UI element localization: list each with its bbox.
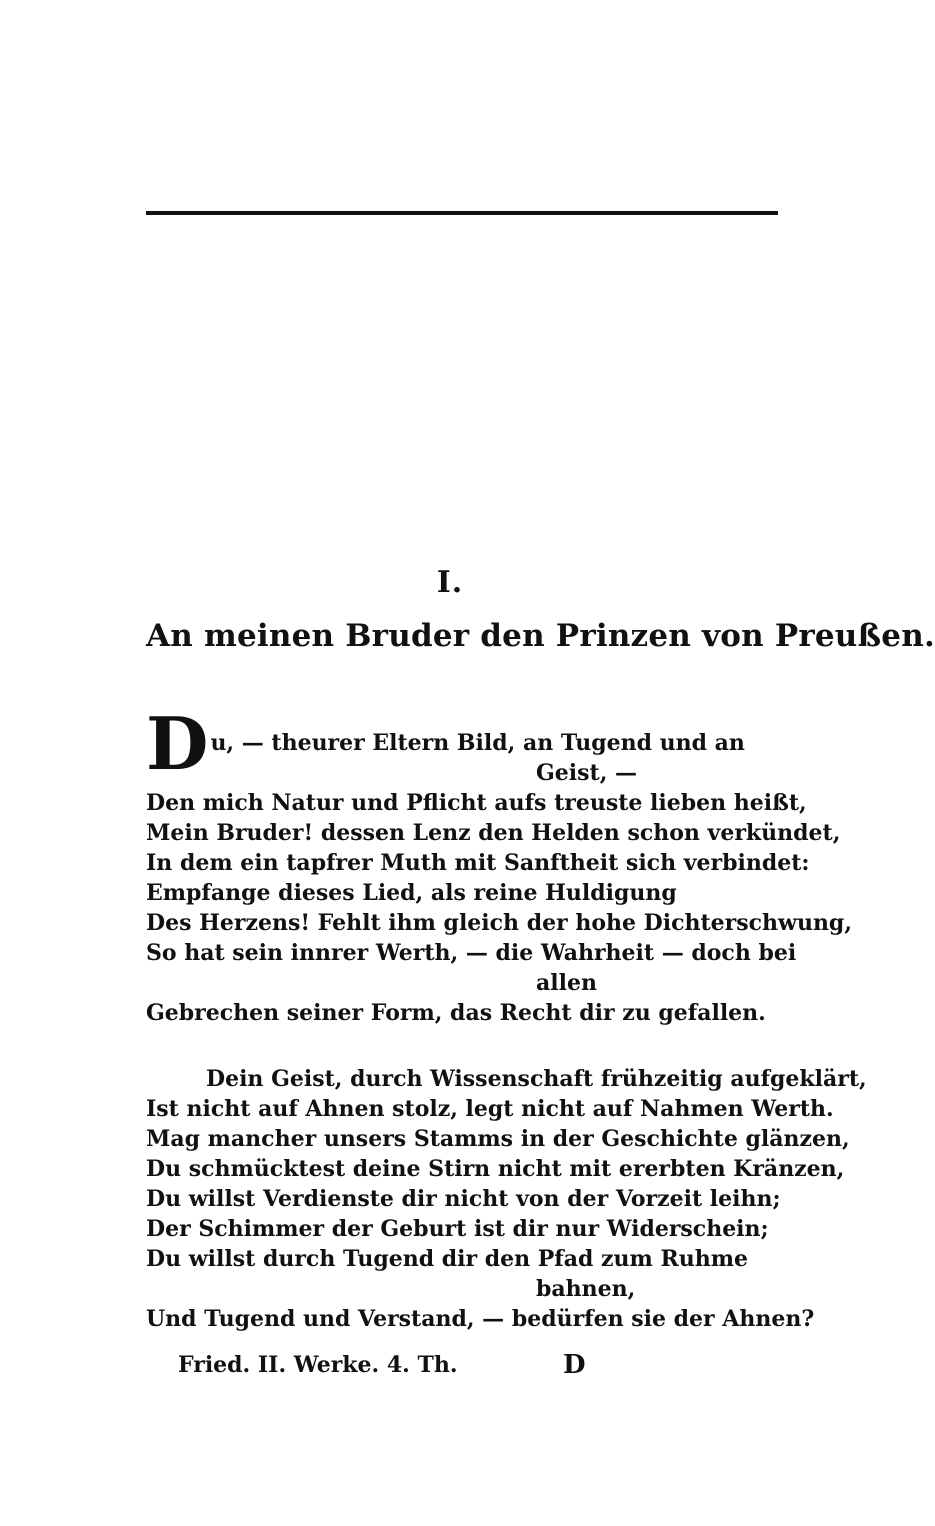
verse-line: Und Tugend und Verstand, — bedürfen sie der Ahnen?	[146, 1306, 815, 1332]
stanza-1	[146, 701, 852, 1028]
verse-line: Ist nicht auf Ahnen stolz, legt nicht auf Nahmen Werth.	[146, 1096, 834, 1122]
verse-line: Du schmücktest deine Stirn nicht mit ererbten Kränzen,	[146, 1156, 845, 1182]
verse-line: allen	[536, 970, 597, 996]
verse-line: In dem ein tapfrer Muth mit Sanftheit sich verbindet:	[146, 850, 810, 876]
poem-number: I.	[436, 565, 464, 600]
poem-title: An meinen Bruder den Prinzen von Preußen.	[146, 618, 935, 654]
drop-cap: D	[146, 701, 209, 786]
stanza-2	[146, 1064, 867, 1334]
verse-line: Empfange dieses Lied, als reine Huldigung	[146, 880, 677, 906]
verse-line: bahnen,	[536, 1276, 636, 1302]
verse-line: Den mich Natur und Pflicht aufs treuste lieben heißt,	[146, 790, 807, 816]
source-note: Fried. II. Werke. 4. Th.	[178, 1352, 458, 1378]
header-rule	[146, 211, 778, 215]
first-line-text: u, — theurer Eltern Bild, an Tugend und an	[210, 730, 745, 756]
page-footer	[178, 1352, 778, 1388]
signature-mark: D	[563, 1350, 586, 1380]
verse-line: Mein Bruder! dessen Lenz den Helden schon verkündet,	[146, 820, 841, 846]
verse-line: Gebrechen seiner Form, das Recht dir zu gefallen.	[146, 1000, 766, 1026]
verse-line: Geist, —	[536, 760, 638, 786]
verse-line: Mag mancher unsers Stamms in der Geschichte glänzen,	[146, 1126, 850, 1152]
verse-line: So hat sein innrer Werth, — die Wahrheit — doch bei	[146, 940, 797, 966]
verse-line: Des Herzens! Fehlt ihm gleich der hohe Dichterschwung,	[146, 910, 852, 936]
verse-line: Du willst durch Tugend dir den Pfad zum Ruhme	[146, 1246, 749, 1272]
verse-line: Der Schimmer der Geburt ist dir nur Widerschein;	[146, 1216, 769, 1242]
verse-line: Dein Geist, durch Wissenschaft frühzeitig aufgeklärt,	[206, 1066, 867, 1092]
verse-line: Du willst Verdienste dir nicht von der Vorzeit leihn;	[146, 1186, 781, 1212]
